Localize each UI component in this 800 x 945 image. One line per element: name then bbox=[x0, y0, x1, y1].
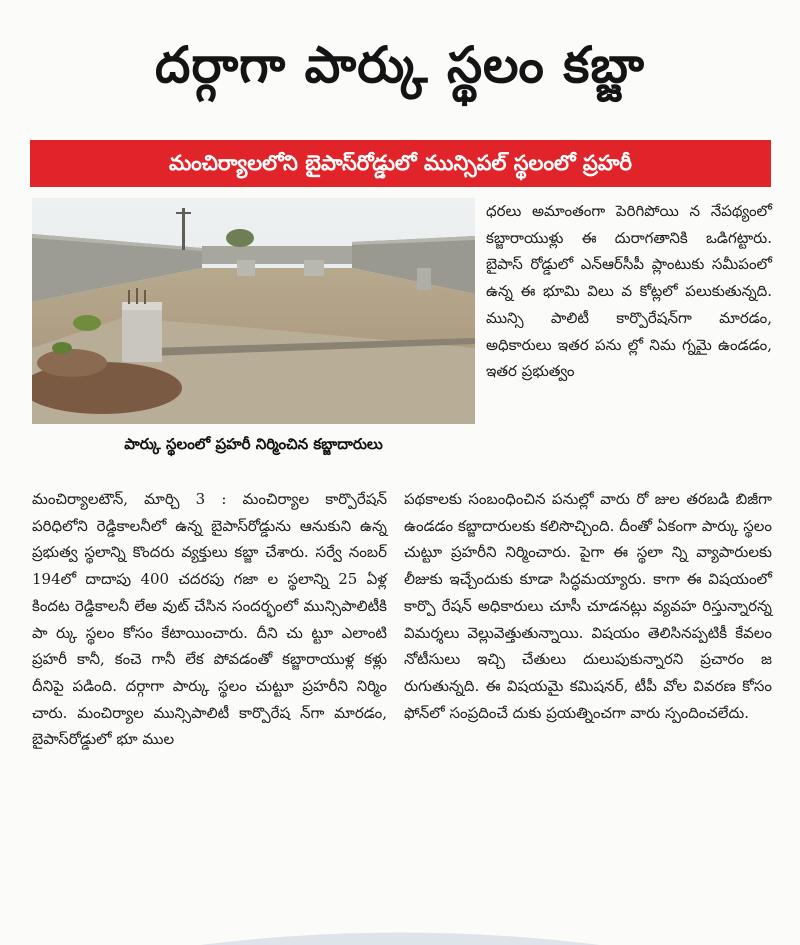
subheadline-banner: మంచిర్యాలలోని బైపాస్‌రోడ్డులో మున్సిపల్ స్థలంలో ప్రహరీ bbox=[30, 140, 771, 187]
article-body-left: మంచిర్యాలటౌన్, మార్చి 3 : మంచిర్యాల కార్పొరేషన్ పరిధిలోని రెడ్డికాలనీలో ఉన్న బైపాస్‌రోడ్డును ఆనుకుని ఉన్న ప్రభుత్వ స్థలాన్ని కొందరు వ్యక్తులు కబ్జా చేశారు. సర్వే నంబర్ 194లో దాదాపు 400 చదరపు గజా ల స్థలాన్ని 25 ఏళ్ల కిందట రెడ్డికాలనీ లేఅ వుట్ చేసిన సందర్భంలో మున్సిపాలిటీకి పా ర్కు స్థలం కోసం కేటాయించారు. దీని చు ట్టూ ఎలాంటి ప్రహరీ కానీ, కంచె గానీ లేక పోవడంతో కబ్జారాయుళ్ల కళ్లు దీనిపై పడింది. దర్గాగా పార్కు స్థలం చుట్టూ ప్రహరీని నిర్మిం చారు. మంచిర్యాల మున్సిపాలిటీ కార్పొరేష న్‌గా మారడం, బైపాస్‌రోడ్డులో భూ ముల bbox=[32, 490, 387, 749]
park-site-photo bbox=[32, 198, 475, 424]
photo-caption: పార్కు స్థలంలో ప్రహరీ నిర్మించిన కబ్జాదారులు bbox=[124, 435, 383, 453]
news-photo bbox=[32, 198, 475, 424]
headline: దర్గాగా పార్కు స్థలం కబ్జా bbox=[155, 36, 645, 94]
decorative-bottom-curve bbox=[0, 920, 800, 945]
article-body-right-top: ధరలు అమాంతంగా పెరిగిపోయి న నేపథ్యంలో కబ్జారాయుళ్లు ఈ దురాగతానికి ఒడిగట్టారు. బైపాస్ రోడ్డులో ఎన్ఆర్‌సీపీ ప్లాంటుకు సమీపంలో ఉన్న ఈ భూమి విలు వ కోట్లలో పలుకుతున్నది. మున్సి పాలిటీ కార్పొరేషన్‌గా మారడం, అధికారులు ఇతర పను ల్లో నిమ గ్నమై ఉండడం, ఇతర ప్రభుత్వం bbox=[486, 202, 772, 381]
article-body-right: పథకాలకు సంబంధించిన పనుల్లో వారు రో జుల తరబడి బిజీగా ఉండడం కబ్జాదారులకు కలిసొచ్చింది. దీంతో ఏకంగా పార్కు స్థలం చుట్టూ ప్రహరీని నిర్మించారు. పైగా ఈ స్థలా న్ని వ్యాపారులకు లీజుకు ఇచ్చేందుకు కూడా సిద్ధమయ్యారు. కాగా ఈ విషయంలో కార్పొ రేషన్ అధికారులు చూసీ చూడనట్లు వ్యవహ రిస్తున్నారన్న విమర్శలు వెల్లువెత్తుతున్నాయి. విషయం తెలిసినప్పటికీ కేవలం నోటీసులు ఇచ్చి చేతులు దులుపుకున్నారని ప్రచారం జ రుగుతున్నది. ఈ విషయమై కమిషనర్, టీపీ వోల వివరణ కోసం ఫోన్‌లో సంప్రదించే దుకు ప్రయత్నించగా వారు స్పందించలేదు. bbox=[404, 490, 772, 722]
